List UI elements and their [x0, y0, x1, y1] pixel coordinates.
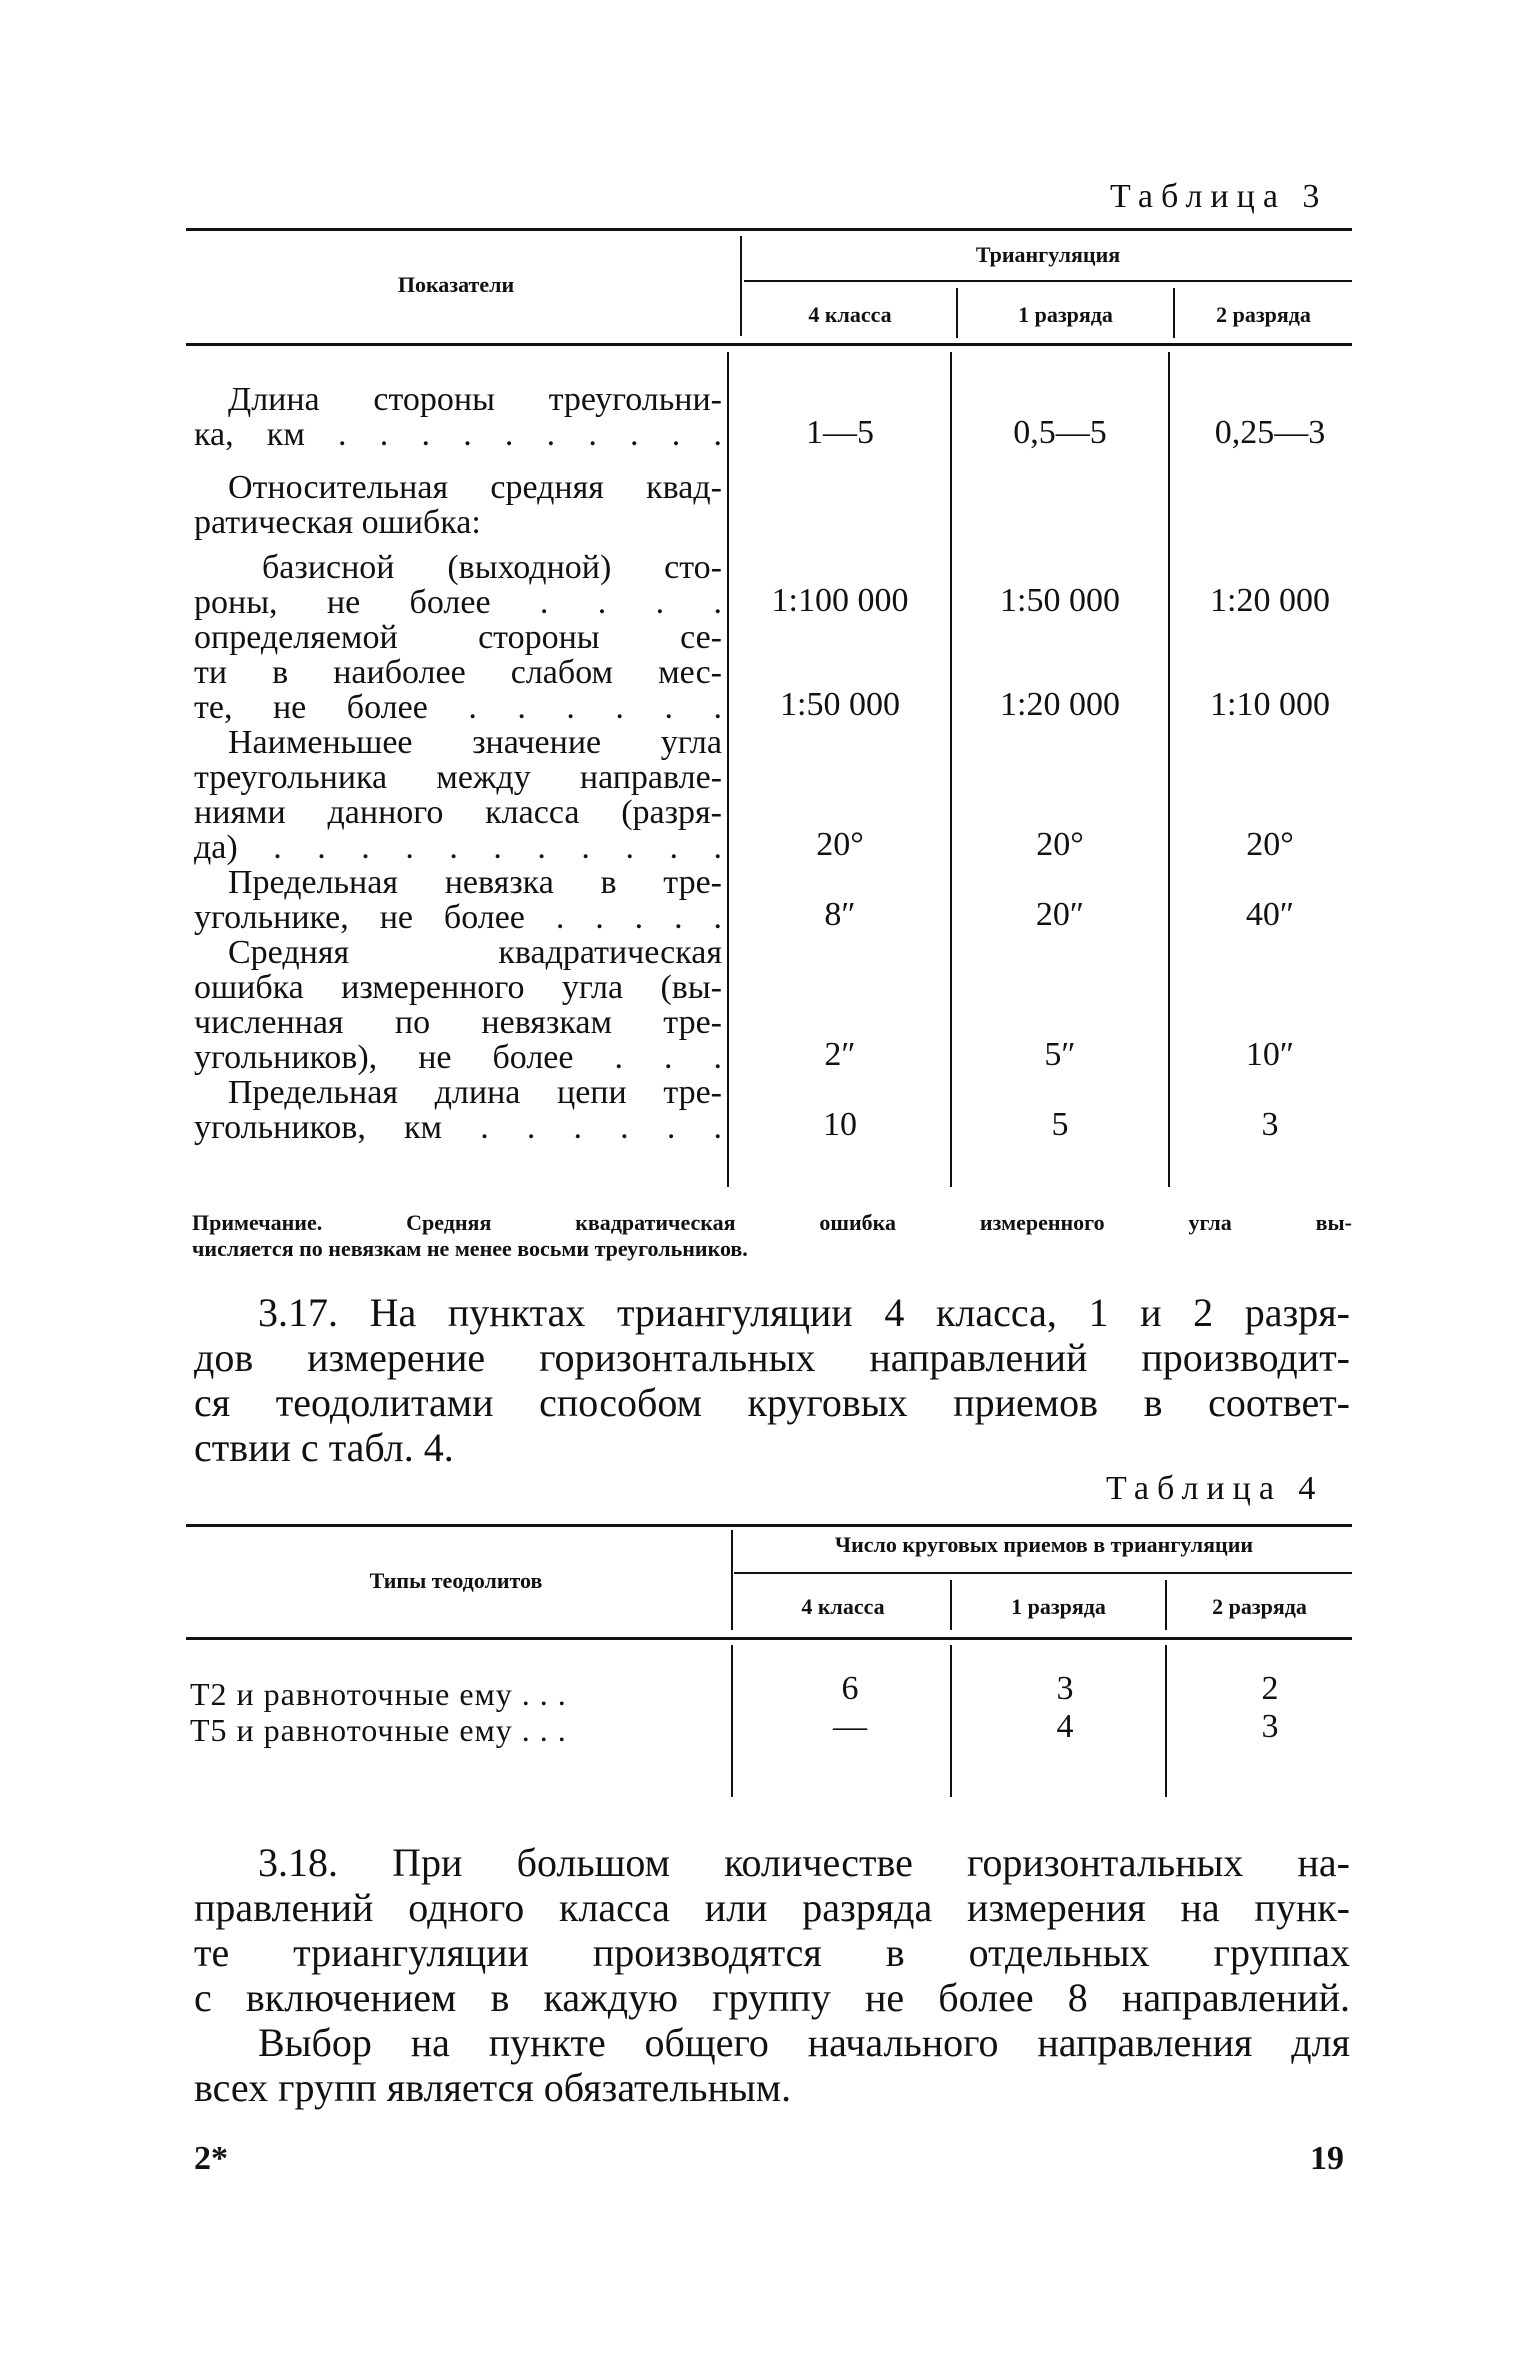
label-line: треугольника между направле-	[194, 759, 722, 796]
table4-vline-1	[731, 1530, 733, 1630]
label-line: Относительная средняя квад-	[228, 469, 722, 506]
table4-header-types: Типы теодолитов	[369, 1568, 543, 1593]
table4-body-vline-1	[731, 1645, 733, 1797]
table3-cell: 8″	[824, 896, 856, 933]
table4-header-class-3: 2 разряда	[1212, 1594, 1307, 1619]
table3-header-mid-rule	[744, 280, 1352, 282]
table3-row-relative-error-label	[194, 470, 722, 540]
table3-note	[192, 1210, 1352, 1262]
label-line: ниями данного класса (разря-	[194, 794, 722, 831]
table3-header-class-2: 1 разряда	[1018, 302, 1113, 327]
label-line: Предельная длина цепи тре-	[228, 1074, 722, 1111]
table4-cell: 3	[1261, 1708, 1279, 1745]
label-line: Средняя квадратическая	[228, 934, 722, 971]
table3-row-max-misclosure-label	[194, 865, 722, 935]
label-line: численная по невязкам тре-	[194, 1004, 722, 1041]
table4-cell: 4	[1056, 1708, 1074, 1745]
paragraph-3-18	[194, 1840, 1350, 2020]
table4-cell: 2	[1261, 1670, 1279, 1707]
paragraph-line: 3.18. При большом количестве горизонтальных на-	[258, 1840, 1350, 1885]
table3-cell: 1:50 000	[780, 686, 900, 723]
paragraph-3-17	[194, 1290, 1350, 1470]
table3-cell: 0,25—3	[1214, 414, 1326, 451]
table3-header-group: Триангуляция	[975, 242, 1121, 267]
signature-mark: 2*	[194, 2140, 228, 2177]
table3-cell: 10	[823, 1106, 857, 1143]
table3-cell: 5″	[1044, 1036, 1076, 1073]
label-line: ка, км . . . . . . . . . .	[194, 416, 722, 453]
paragraph-line: те триангуляции производятся в отдельных группах	[194, 1930, 1350, 1975]
table4-header-bottom-rule	[186, 1637, 1352, 1640]
paragraph-line: ся теодолитами способом круговых приемов в соответ-	[194, 1380, 1350, 1425]
label-line: Предельная невязка в тре-	[228, 864, 722, 901]
table3-cell: 0,5—5	[1013, 414, 1107, 451]
table3-row-base-side-label	[194, 550, 722, 620]
paragraph-line: всех групп является обязательным.	[194, 2065, 792, 2110]
table3-header-bottom-rule	[186, 343, 1352, 346]
table3-cell: 10″	[1245, 1036, 1295, 1073]
table4-header-group: Число круговых приемов в триангуляции	[834, 1532, 1254, 1557]
table4-body-vline-3	[1165, 1645, 1167, 1797]
paragraph-line: Выбор на пункте общего начального направления для	[258, 2020, 1350, 2065]
label-line: базисной (выходной) сто-	[262, 549, 722, 586]
label-line: угольников, км . . . . . .	[194, 1109, 722, 1146]
table3-row-determined-side-label	[194, 620, 722, 725]
paragraph-line: с включением в каждую группу не более 8 направлений.	[194, 1975, 1350, 2020]
table3-cell: 1:50 000	[1000, 582, 1120, 619]
table3-top-rule	[186, 228, 1352, 231]
paragraph-line: дов измерение горизонтальных направлений производит-	[194, 1335, 1350, 1380]
paragraph-3-18-continued	[194, 2020, 1350, 2110]
paragraph-line: правлений одного класса или разряда измерения на пунк-	[194, 1885, 1350, 1930]
table3-header-class-1: 4 класса	[808, 302, 892, 327]
table3-cell: 1:10 000	[1210, 686, 1330, 723]
label-line: Длина стороны треугольни-	[228, 381, 722, 418]
table3-row-mean-error-label	[194, 935, 722, 1075]
table3-header-indicators: Показатели	[397, 272, 515, 297]
table4-cell: 3	[1056, 1670, 1074, 1707]
table3-cell: 20°	[1246, 826, 1294, 863]
paragraph-line: ствии с табл. 4.	[194, 1425, 454, 1470]
label-line: угольнике, не более . . . . .	[194, 899, 722, 936]
note-line: Примечание. Средняя квадратическая ошибка измеренного угла вы-	[192, 1210, 1352, 1235]
table4-caption: Таблица 4	[1106, 1470, 1324, 1507]
table4-cell: 6	[841, 1670, 859, 1707]
table3-caption: Таблица 3	[1110, 178, 1328, 215]
label-line: ти в наиболее слабом мес-	[194, 654, 722, 691]
label-line: те, не более . . . . . .	[194, 689, 722, 726]
table3-cell: 5	[1051, 1106, 1069, 1143]
label-line: да) . . . . . . . . . . .	[194, 829, 722, 866]
table4-body-vline-2	[950, 1645, 952, 1797]
table3-cell: 20°	[1036, 826, 1084, 863]
table3-body-vline-2	[950, 352, 952, 1187]
table3-row-min-angle-label	[194, 725, 722, 865]
table3-cell: 1—5	[806, 414, 874, 451]
table3-cell: 20″	[1035, 896, 1085, 933]
label-line: угольников), не более . . .	[194, 1039, 722, 1076]
table3-row-side-length-label	[194, 382, 722, 452]
note-line: числяется по невязкам не менее восьми треугольников.	[192, 1236, 748, 1261]
table4-header-mid-rule	[734, 1572, 1352, 1574]
label-line: роны, не более . . . .	[194, 584, 722, 621]
table3-cell: 3	[1261, 1106, 1279, 1143]
table4-cell: —	[833, 1708, 867, 1745]
table3-header-class-3: 2 разряда	[1216, 302, 1311, 327]
table4-header-class-2: 1 разряда	[1011, 1594, 1106, 1619]
label-line: ошибка измеренного угла (вы-	[194, 969, 722, 1006]
table4-top-rule	[186, 1524, 1352, 1527]
table4-header-class-1: 4 класса	[801, 1594, 885, 1619]
paragraph-line: 3.17. На пунктах триангуляции 4 класса, 1 и 2 разря-	[258, 1290, 1350, 1335]
table3-row-chain-length-label	[194, 1075, 722, 1145]
label-line: Наименьшее значение угла	[228, 724, 722, 761]
label-line: определяемой стороны се-	[194, 619, 722, 656]
table3-cell: 1:100 000	[771, 582, 909, 619]
table3-vline-1	[740, 236, 742, 336]
page-number: 19	[1310, 2140, 1344, 2177]
table3-body-vline-1	[727, 352, 729, 1187]
label-line: ратическая ошибка:	[194, 504, 481, 541]
table3-cell: 1:20 000	[1000, 686, 1120, 723]
table4-row-t5-label: Т5 и равноточные ему . . .	[190, 1712, 567, 1748]
table3-cell: 40″	[1245, 896, 1295, 933]
table4-row-t2-label: Т2 и равноточные ему . . .	[190, 1676, 567, 1712]
table3-cell: 20°	[816, 826, 864, 863]
table3-cell: 1:20 000	[1210, 582, 1330, 619]
table3-cell: 2″	[824, 1036, 856, 1073]
